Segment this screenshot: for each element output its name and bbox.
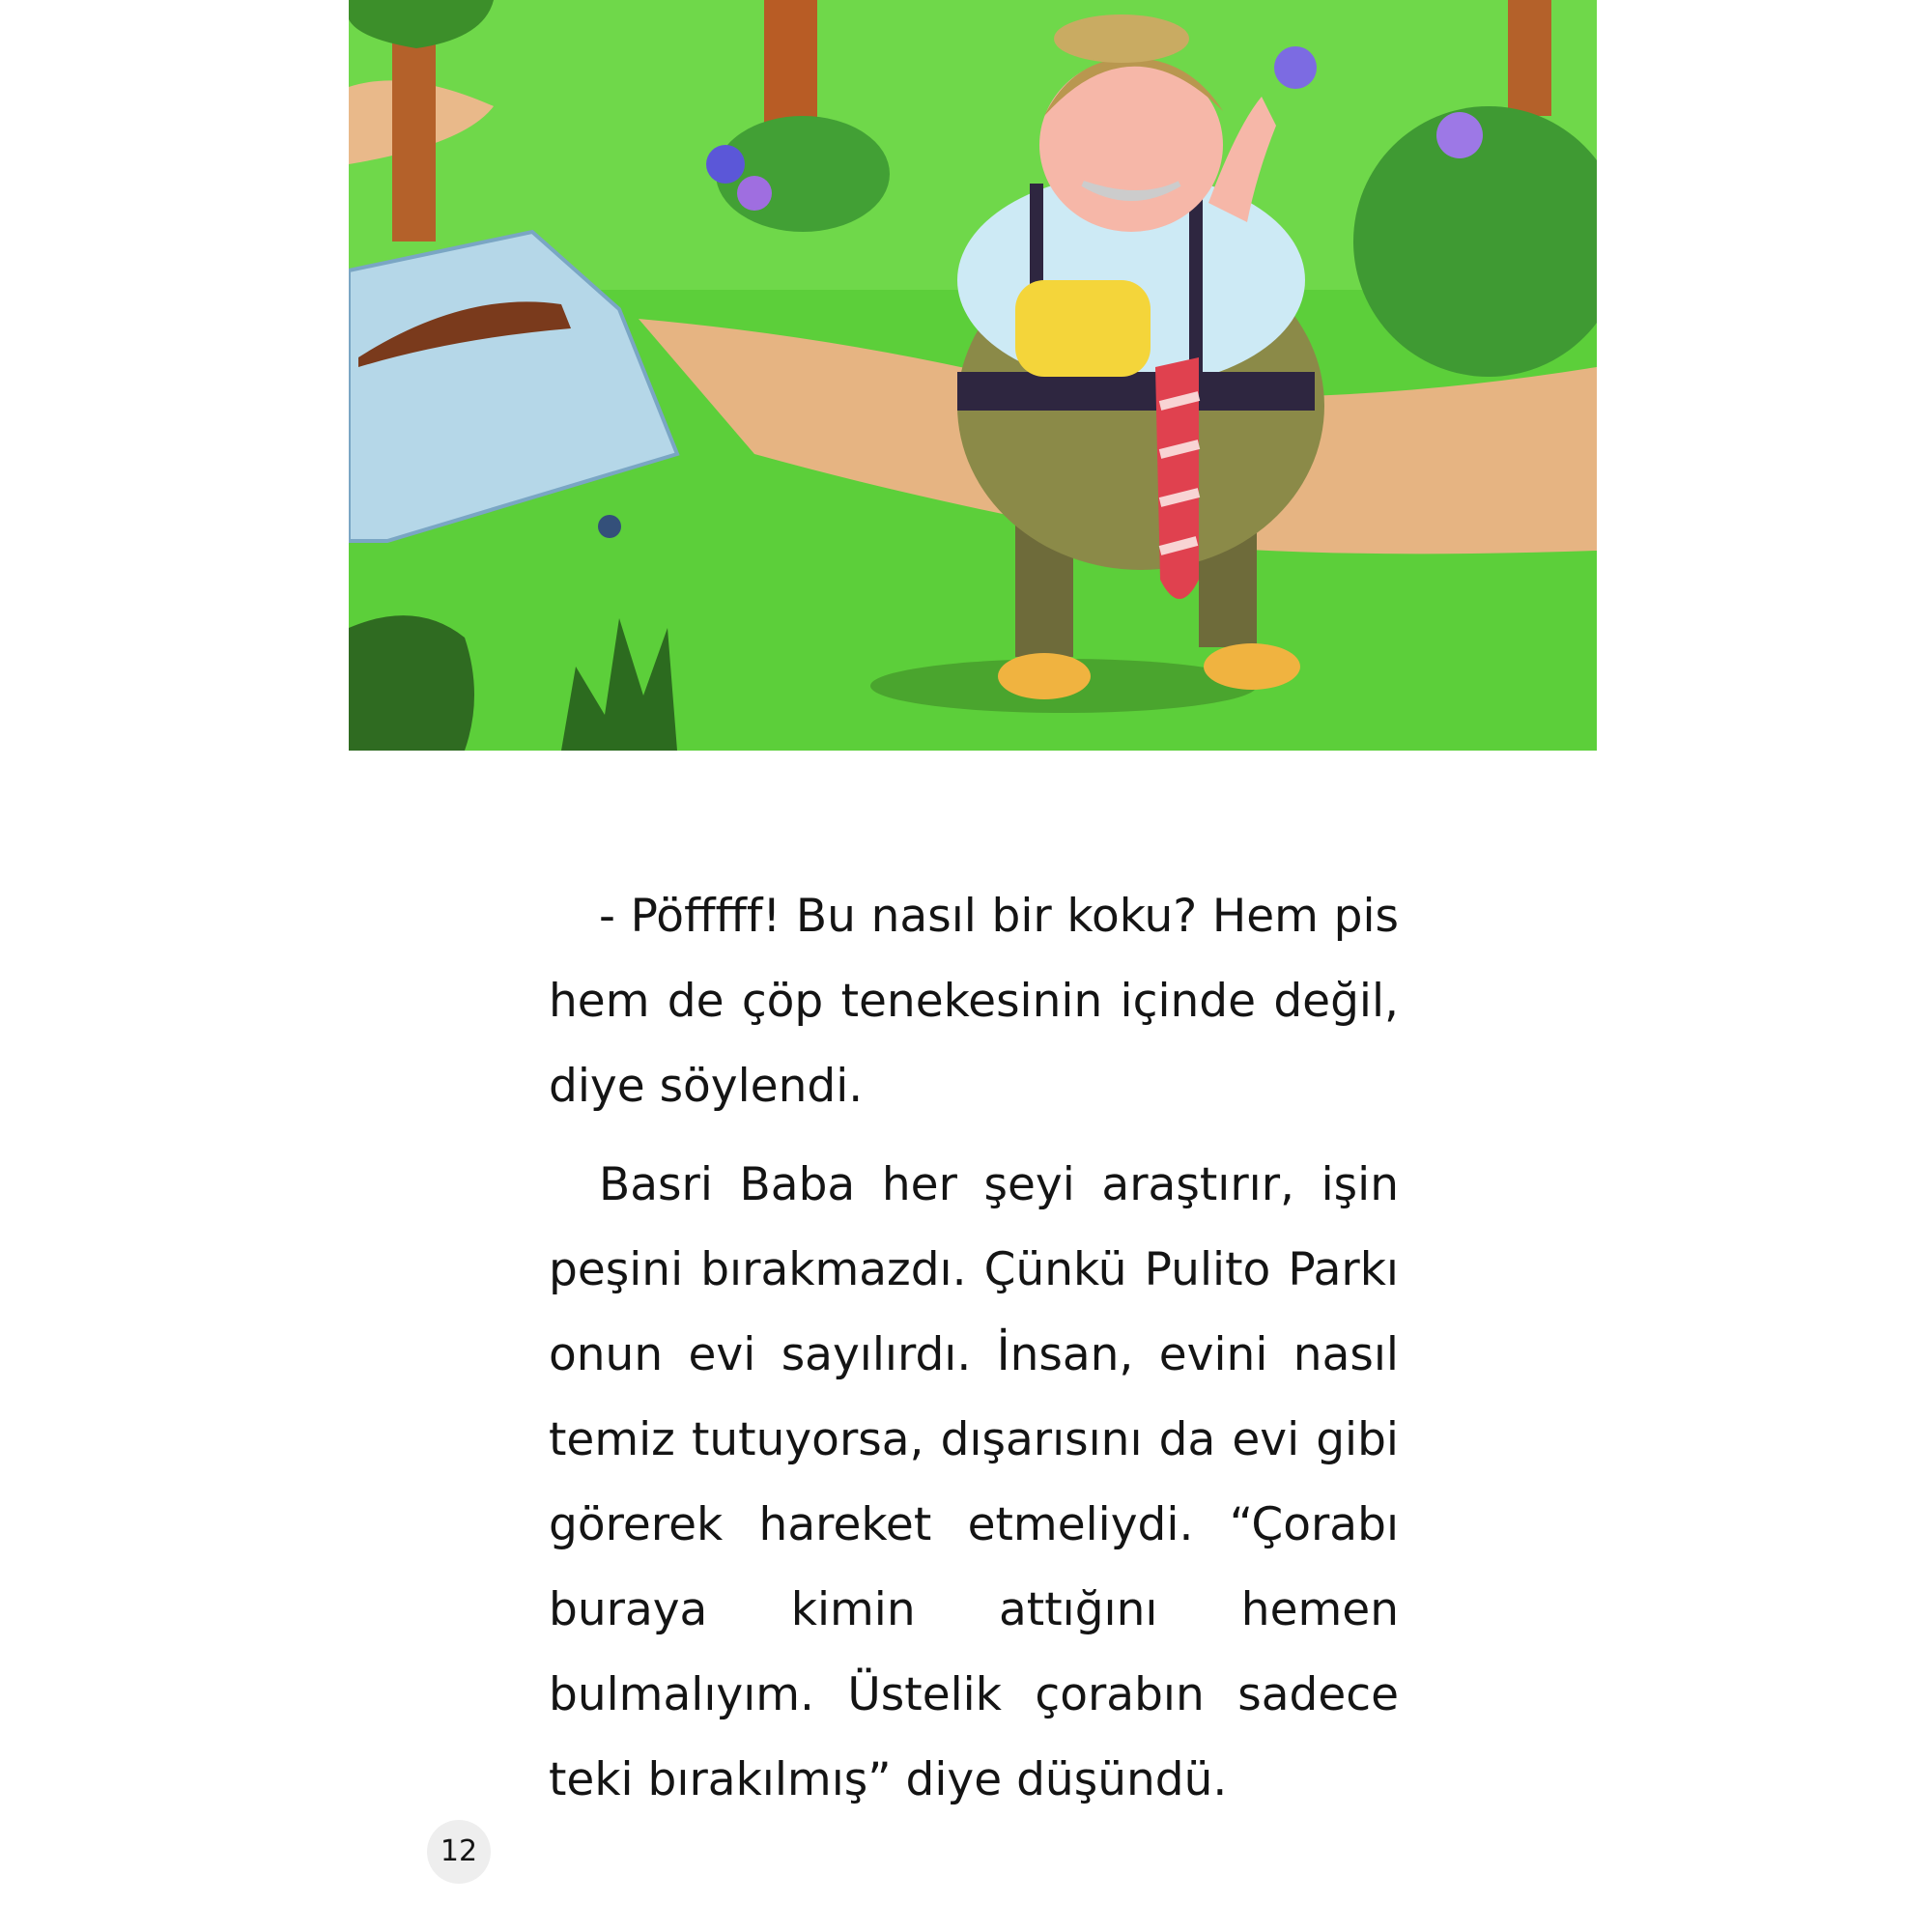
page-number-badge: 12 xyxy=(427,1820,491,1884)
story-paragraph: Basri Baba her şeyi araştırır, işin peşini bırakmazdı. Çünkü Pulito Parkı onun evi sayılırdı. İnsan, evini nasıl temiz tutuyorsa, dışarısını da evi gibi görerek hareket etmeliydi. “Çorabı buraya kimin attığını hemen bulmalıyım. Üstelik çorabın sadece teki bırakılmış” diye düşündü. xyxy=(549,1158,1399,1806)
story-text xyxy=(549,874,1399,1836)
park-keeper-holding-sock-icon xyxy=(349,0,1597,751)
story-paragraph: - Pöfffff! Bu nasıl bir koku? Hem pis hem de çöp tenekesinin içinde değil, diye söylendi. xyxy=(549,890,1399,1113)
park-illustration xyxy=(349,0,1597,751)
